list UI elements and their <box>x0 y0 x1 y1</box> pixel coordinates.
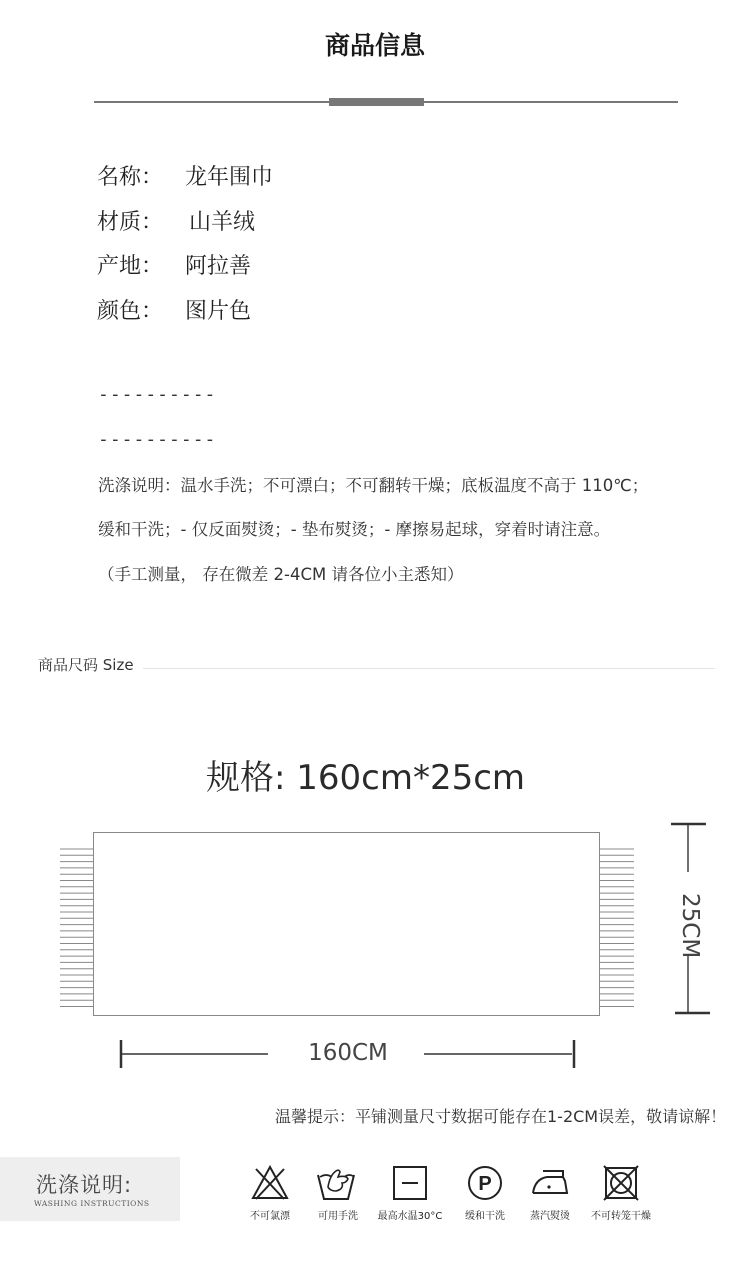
care-icon-label: 不可氯漂 <box>250 1211 290 1222</box>
fringe-left <box>60 849 93 1007</box>
dash-separator: ---------- <box>98 429 217 450</box>
svg-text:P: P <box>478 1173 492 1195</box>
hand-wash-icon <box>316 1163 356 1203</box>
dash-separator: ---------- <box>98 384 217 405</box>
info-value: 阿拉善 <box>185 254 252 279</box>
info-value: 山羊绒 <box>189 210 256 235</box>
measurement-notice: 温馨提示：平铺测量尺寸数据可能存在1-2CM误差，敬请谅解！ <box>275 1107 727 1126</box>
height-label: 25CM <box>677 893 703 959</box>
size-spec: 规格: 160cm*25cm <box>206 758 526 798</box>
scarf-body <box>93 832 600 1016</box>
info-label: 产地： <box>97 254 164 279</box>
page-title: 商品信息 <box>324 31 425 60</box>
info-value: 图片色 <box>185 299 252 324</box>
care-line: 洗涤说明：温水手洗；不可漂白；不可翻转干燥；底板温度不高于 110℃； <box>98 476 649 495</box>
info-label: 材质： <box>97 210 164 235</box>
care-line: 缓和干洗；- 仅反面熨烫；- 垫布熨烫；- 摩擦易起球，穿着时请注意。 <box>98 520 611 539</box>
washing-subtitle: WASHING INSTRUCTIONS <box>34 1199 150 1208</box>
care-icon-label: 不可转笼干燥 <box>591 1211 651 1222</box>
steam-iron-icon <box>529 1163 569 1203</box>
no-tumble-dry-icon <box>601 1163 641 1203</box>
care-icon-label: 可用手洗 <box>318 1211 358 1222</box>
max-temp-icon <box>390 1163 430 1203</box>
care-icon-label: 蒸汽熨烫 <box>530 1211 570 1222</box>
size-section-label: 商品尺码 Size <box>38 656 134 674</box>
info-label: 颜色： <box>97 299 164 324</box>
no-bleach-icon <box>250 1163 290 1203</box>
washing-title: 洗涤说明: <box>36 1173 133 1197</box>
dry-clean-p-icon <box>465 1163 505 1203</box>
fringe-right <box>600 849 634 1007</box>
info-value: 龙年围巾 <box>185 165 274 190</box>
care-icon-label: 最高水温30°C <box>377 1211 443 1222</box>
length-label: 160CM <box>308 1040 388 1066</box>
care-line: （手工测量， 存在微差 2-4CM 请各位小主悉知） <box>98 565 464 584</box>
care-icon-label: 缓和干洗 <box>465 1211 505 1222</box>
info-label: 名称： <box>97 165 164 190</box>
